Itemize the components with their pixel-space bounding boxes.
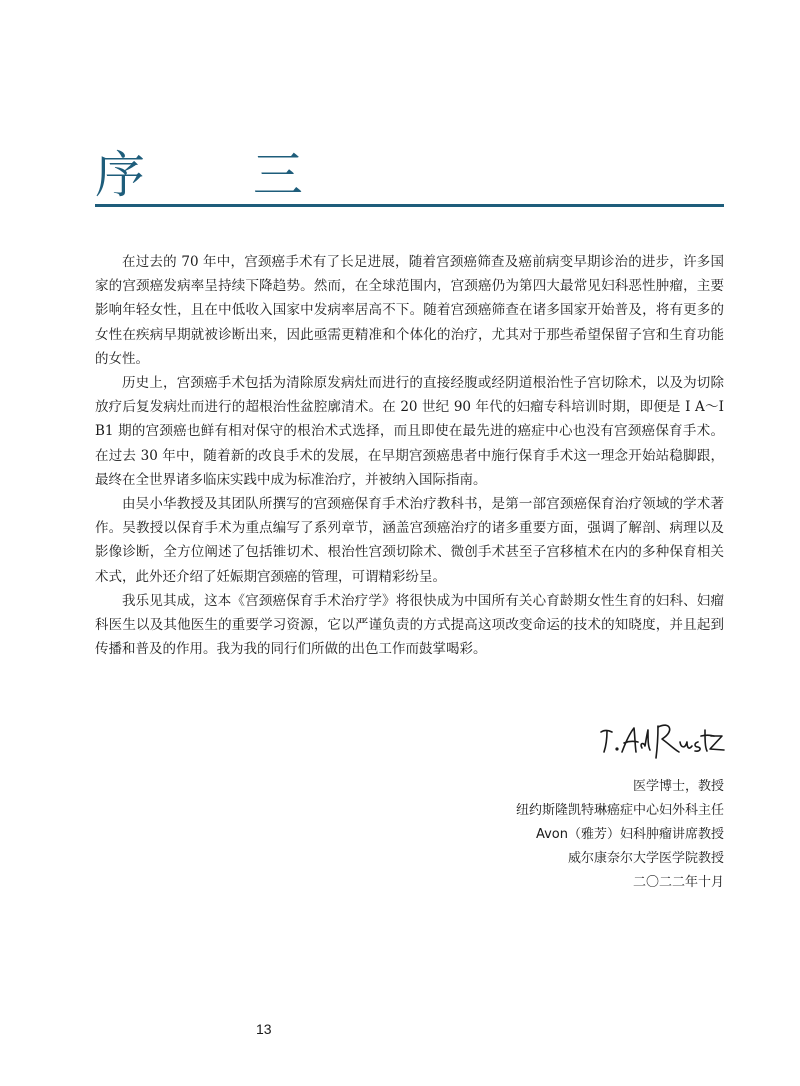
credential-affiliation: 威尔康奈尔大学医学院教授 (567, 851, 724, 866)
preface-body (95, 250, 724, 661)
paragraph-3: 由吴小华教授及其团队所撰写的宫颈癌保育手术治疗教科书，是第一部宫颈癌保育治疗领域的学术著作。吴教授以保育手术为重点编写了系列章节，涵盖宫颈癌治疗的诸多重要方面，强调了解剖、病理以及影像诊断，全方位阐述了包括锥切术、根治性宫颈切除术、微创手术甚至子宫移植术在内的多种保育相关术式，此外还介绍了妊娠期宫颈癌的管理，可谓精彩纷呈。 (95, 496, 724, 585)
paragraph-4: 我乐见其成，这本《宫颈癌保育手术治疗学》将很快成为中国所有关心育龄期女性生育的妇科、妇瘤科医生以及其他医生的重要学习资源，它以严谨负责的方式提高这项改变命运的技术的知晓度，并且起到传播和普及的作用。我为我的同行们所做的出色工作而鼓掌喝彩。 (95, 592, 724, 658)
author-credentials (516, 775, 724, 895)
signature-date: 二〇二二年十月 (632, 875, 724, 890)
paragraph-1: 在过去的 70 年中，宫颈癌手术有了长足进展，随着宫颈癌筛查及癌前病变早期诊治的进步，许多国家的宫颈癌发病率呈持续下降趋势。然而，在全球范围内，宫颈癌仍为第四大最常见妇科恶性肿瘤，主要影响年轻女性，且在中低收入国家中发病率居高不下。随着宫颈癌筛查在诸多国家开始普及，将有更多的女性在疾病早期就被诊断出来，因此亟需更精准和个体化的治疗，尤其对于那些希望保留子宫和生育功能的女性。 (95, 254, 724, 367)
credential-degree: 医学博士，教授 (632, 779, 724, 794)
credential-chair: Avon（雅芳）妇科肿瘤讲席教授 (535, 827, 724, 842)
page-number: 13 (256, 1021, 272, 1037)
handwritten-signature (598, 718, 726, 766)
signature-icon (598, 718, 726, 766)
title-divider (95, 204, 724, 207)
page-title: 序 三 (95, 145, 349, 204)
paragraph-2: 历史上，宫颈癌手术包括为清除原发病灶而进行的直接经腹或经阴道根治性子宫切除术，以及为切除放疗后复发病灶而进行的超根治性盆腔廓清术。在 20 世纪 90 年代的妇瘤专科培训时期，即便是 Ⅰ A～Ⅰ B1 期的宫颈癌也鲜有相对保守的根治术式选择，而且即使在最先进的癌症中心也没有宫颈癌保育手术。在过去 30 年中，随着新的改良手术的发展，在早期宫颈癌患者中施行保育手术这一理念开始站稳脚跟，最终在全世界诸多临床实践中成为标准治疗，并被纳入国际指南。 (95, 375, 724, 488)
credential-position: 纽约斯隆凯特琳癌症中心妇外科主任 (515, 803, 724, 818)
